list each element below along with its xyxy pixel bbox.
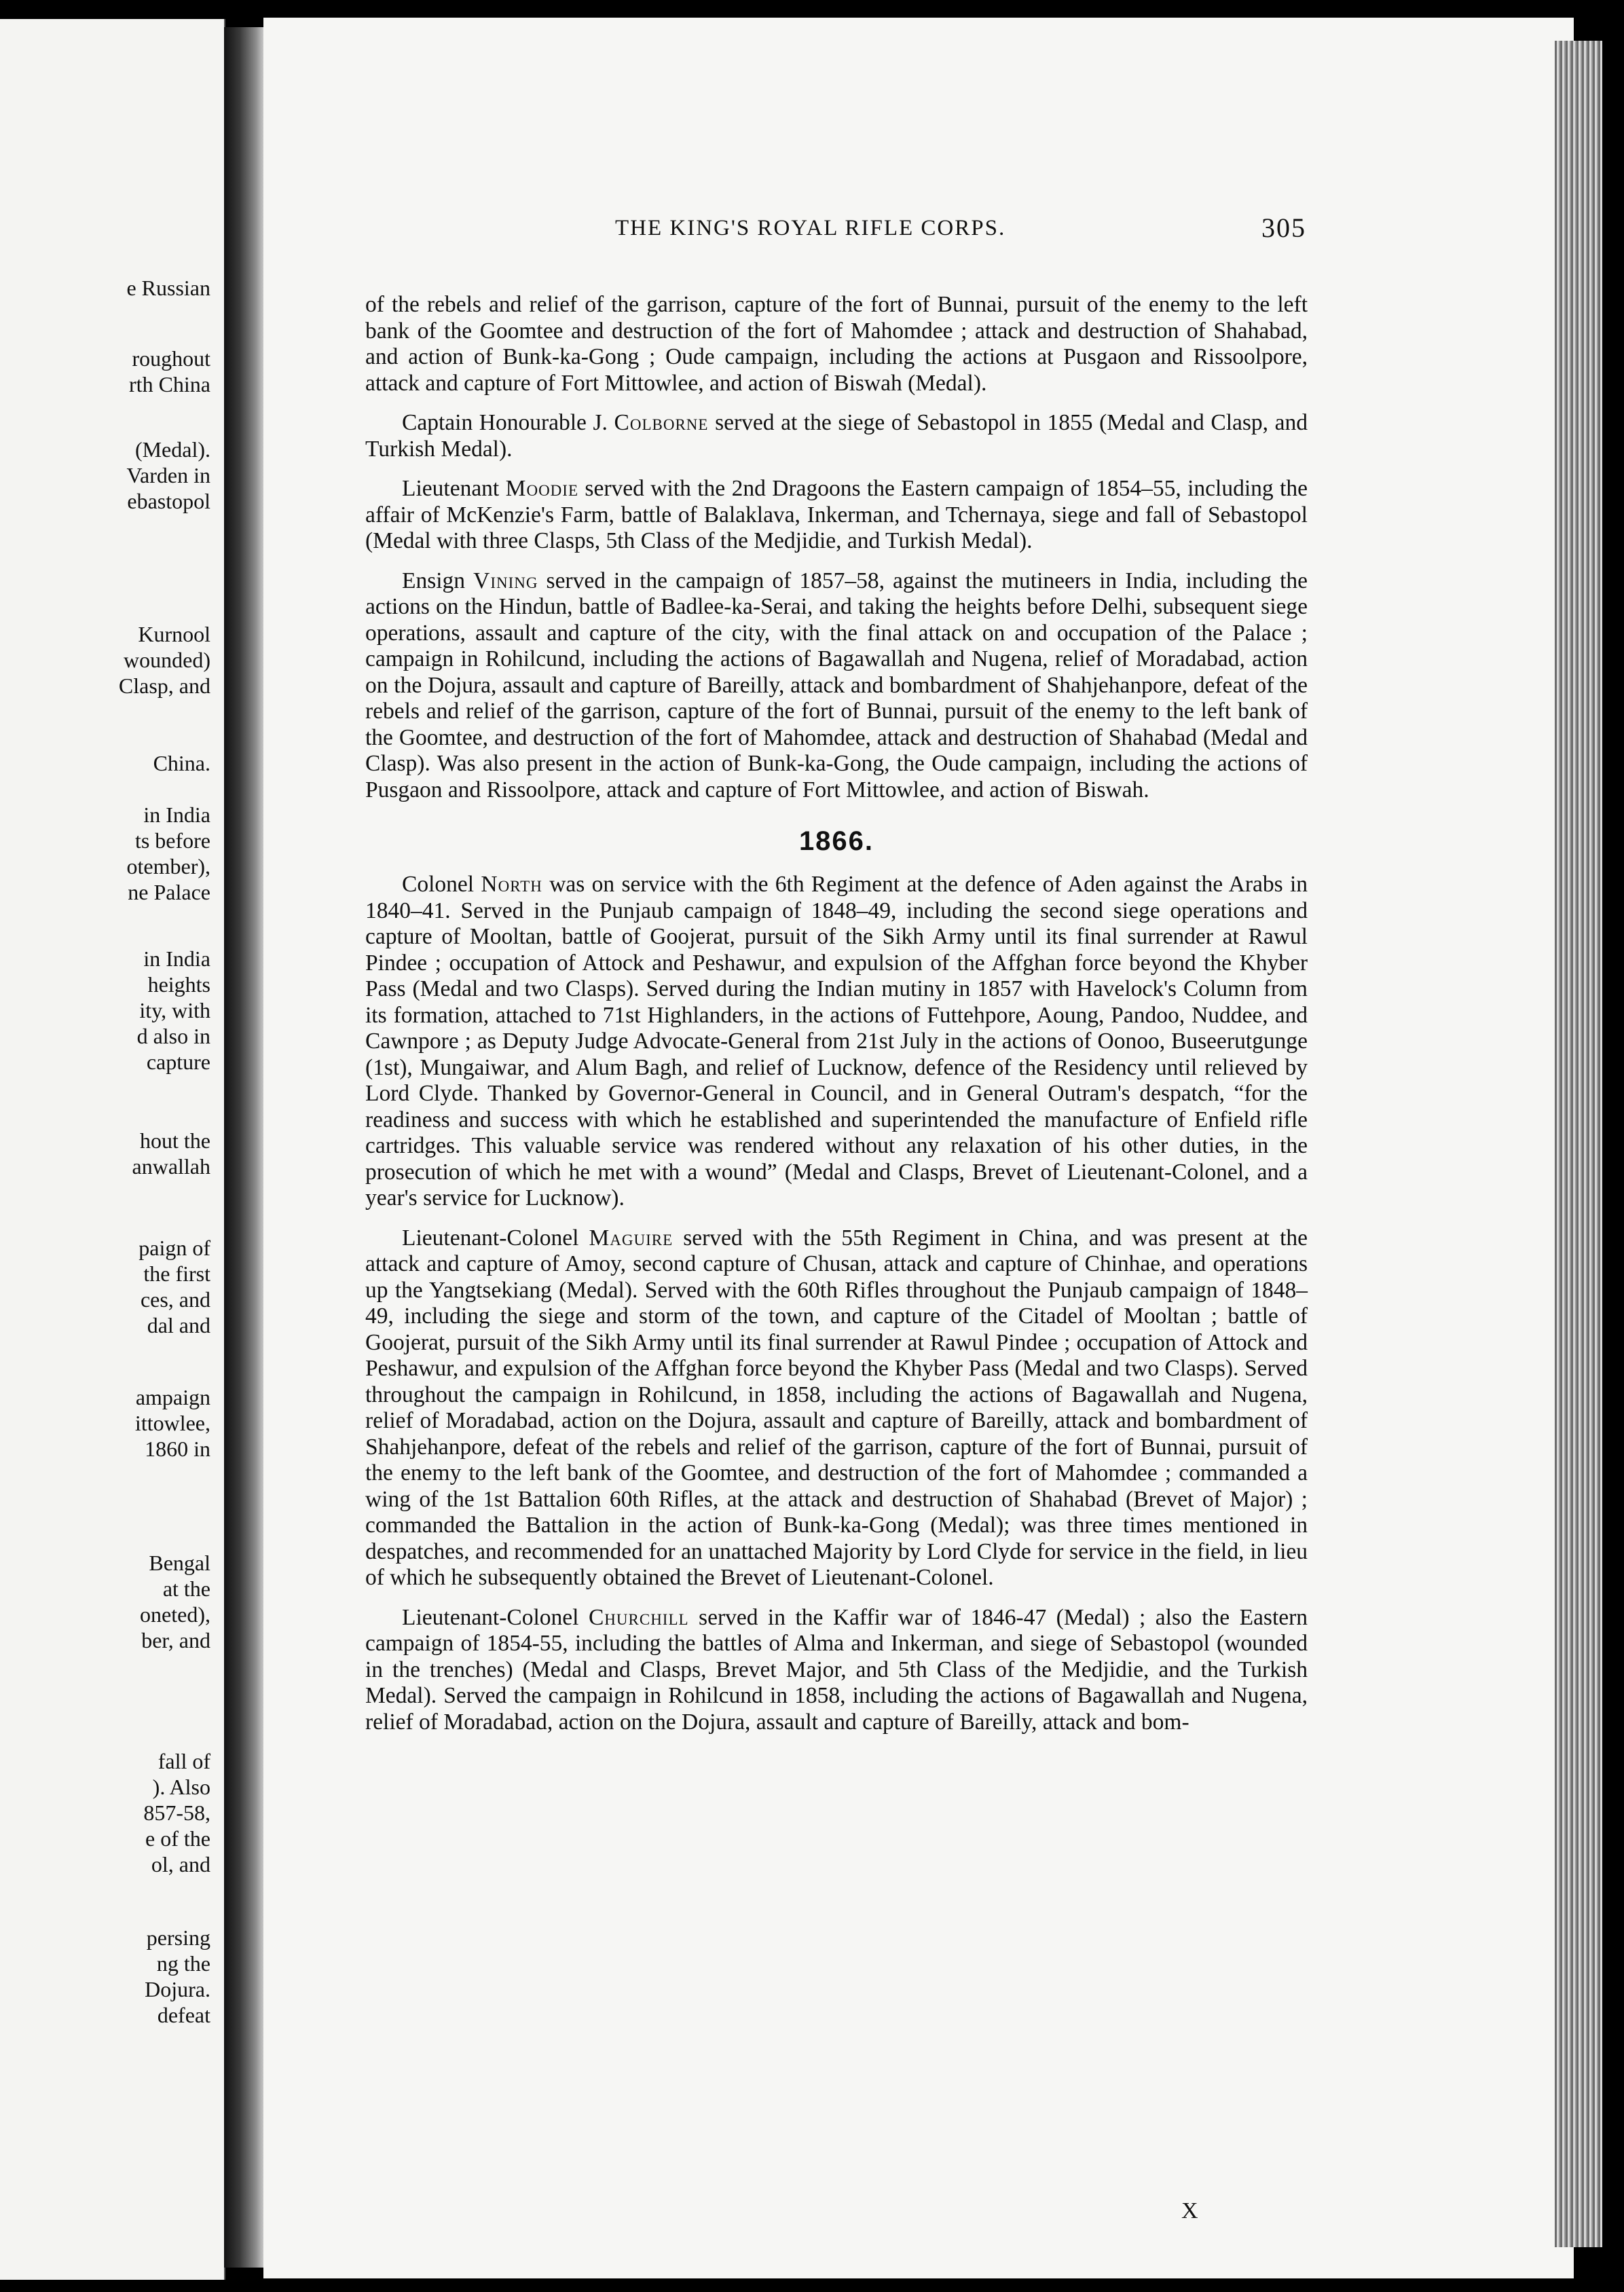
- left-fragment-line: oneted),: [140, 1602, 210, 1627]
- officer-name: North: [481, 872, 542, 897]
- paragraph-moodie: [365, 476, 1308, 555]
- paragraph-churchill: [365, 1605, 1308, 1736]
- running-head-title: THE KING'S ROYAL RIFLE CORPS.: [615, 216, 1006, 240]
- left-fragment-line: Varden in: [126, 463, 210, 487]
- left-fragment-line: the first: [143, 1261, 210, 1286]
- left-fragment-line: 1860 in: [145, 1437, 210, 1461]
- left-fragment-line: e of the: [145, 1826, 210, 1851]
- left-fragment-line: defeat: [157, 2003, 210, 2027]
- paragraph-text: of the rebels and relief of the garrison, capture of the fort of Bunnai, pursuit of the enemy to the left bank of the Goomtee and destruction of the fort of Mahomdee ; attack and destruction of Shahabad, and action of Bunk-ka-Gong ; Oude campaign, including the actions at Pusgaon and Rissoolpore, attack and capture of Fort Mittowlee, and action of Biswah (Medal).: [365, 292, 1308, 396]
- left-fragment-line: heights: [147, 972, 210, 997]
- paragraph-continued: [365, 292, 1308, 396]
- officer-rank: Colonel: [402, 872, 475, 897]
- left-fragment-line: Kurnool: [138, 622, 210, 646]
- page-number: 305: [1261, 212, 1306, 243]
- left-fragment-line: ces, and: [140, 1287, 210, 1312]
- left-fragment-line: persing: [146, 1925, 210, 1950]
- left-fragment-line: 857-58,: [143, 1800, 210, 1825]
- paragraph-text: served in the campaign of 1857–58, against the mutineers in India, including the actions on the Hindun, battle of Badlee-ka-Serai, and taking the heights before Delhi, subsequent siege operations, assault and capture of the city, with the final attack on and occupation of the Palace ; campaign in Rohilcund, including the actions of Bagawallah and Nugena, relief of Moradabad, action on the Dojura, assault and capture of Bareilly, attack and bombardment of Shahjehanpore, defeat of the rebels and relief of the garrison, capture of the fort of Bunnai, pursuit of the enemy to the left bank of the Goomtee, and destruction of the fort of Mahomdee, attack and destruction of Shahabad (Medal and Clasp). Was also present in the action of Bunk-ka-Gong, the Oude campaign, including the actions of Pusgaon and Rissoolpore, attack and capture of Fort Mittowlee, and action of Biswah.: [365, 568, 1308, 802]
- left-fragment-line: rth China: [129, 372, 210, 396]
- left-fragment-line: ol, and: [151, 1852, 210, 1877]
- page-edges: [1555, 41, 1602, 2247]
- left-fragment-line: at the: [162, 1576, 210, 1601]
- left-fragment-line: ebastopol: [127, 489, 210, 513]
- left-fragment-line: ng the: [156, 1951, 210, 1976]
- officer-name: Vining: [473, 568, 538, 593]
- paragraph-text: served at the siege of Sebastopol in 1855 (Medal and Clasp, and Turkish Medal).: [365, 410, 1308, 462]
- left-fragment-line: ber, and: [141, 1628, 210, 1652]
- left-fragment-line: ne Palace: [128, 880, 210, 904]
- left-fragment-line: in India: [143, 946, 210, 971]
- left-fragment-line: ampaign: [135, 1385, 210, 1409]
- left-fragment-line: dal and: [147, 1313, 210, 1337]
- officer-name: Moodie: [505, 476, 578, 501]
- officer-rank: Lieutenant-Colonel: [402, 1604, 579, 1630]
- paragraph-text: was on service with the 6th Regiment at the defence of Aden against the Arabs in 1840–41. Served in the Punjaub campaign of 1848–49, including the second siege operations and capture of Mooltan, battle of Goojerat, pursuit of the Sikh Army until its final surrender at Rawul Pindee ; occupation of Attock and Peshawur, and expulsion of the Affghan force beyond the Khyber Pass (Medal and two Clasps). Served during the Indian mutiny in 1857 with Havelock's Column from its formation, attached to 71st Highlanders, in the actions of Futtehpore, Aoung, Pandoo, Nuddee, and Cawnpore ; as Deputy Judge Advocate-General from 21st July in the actions of Oonoo, Buseerutgunge (1st), Mungaiwar, and Alum Bagh, and relief of Lucknow, defence of the Residency until relieved by Lord Clyde. Thanked by Governor-General in Council, and in General Outram's despatch, “for the readiness and success with which he established and superintended the manufacture of Enfield rifle cartridges. This valuable service was rendered without any relaxation of his other duties, in the prosecution of which he met with a wound” (Medal and Clasps, Brevet of Lieutenant-Colonel, and a year's service for Lucknow).: [365, 872, 1308, 1210]
- main-text: [365, 292, 1308, 1749]
- left-fragment-line: anwallah: [132, 1154, 210, 1179]
- officer-name: Colborne: [614, 410, 709, 435]
- paragraph-colborne: [365, 410, 1308, 462]
- left-fragment-line: d also in: [136, 1024, 210, 1048]
- left-fragment-line: in India: [143, 802, 210, 827]
- left-fragment-line: Dojura.: [145, 1977, 210, 2001]
- left-fragment-line: China.: [153, 751, 210, 775]
- paragraph-text: served with the 2nd Dragoons the Eastern campaign of 1854–55, including the affair of McKenzie's Farm, battle of Balaklava, Inkerman, and Tchernaya, siege and fall of Sebastopol (Medal with three Clasps, 5th Class of the Medjidie, and Turkish Medal).: [365, 476, 1308, 553]
- officer-name: Maguire: [589, 1225, 673, 1251]
- left-fragment-line: Bengal: [149, 1551, 210, 1575]
- left-fragment-line: wounded): [124, 648, 210, 672]
- officer-rank: Ensign: [402, 568, 466, 593]
- left-fragment-line: e Russian: [126, 276, 210, 300]
- signature-mark: X: [1181, 2198, 1198, 2223]
- book-gutter: [224, 27, 263, 2268]
- left-fragment-line: (Medal).: [134, 437, 210, 462]
- officer-rank: Lieutenant-Colonel: [402, 1225, 579, 1251]
- paragraph-maguire: [365, 1225, 1308, 1591]
- paragraph-text: served with the 55th Regiment in China, and was present at the attack and capture of Amoy, second capture of Chusan, attack and capture of Chinhae, and operations up the Yangtsekiang (Medal). Served with the 60th Rifles throughout the Punjaub campaign of 1848–49, including the siege and storm of the town, and capture of the Citadel of Mooltan ; battle of Goojerat, pursuit of the Sikh Army until its final surrender at Rawul Pindee ; occupation of Attock and Peshawur, and expulsion of the Affghan force beyond the Khyber Pass (Medal and two Clasps). Served throughout the campaign in Rohilcund, in 1858, including the actions of Bagawallah and Nugena, relief of Moradabad, action on the Dojura, assault and capture of Bareilly, attack and bombardment of Shahjehanpore, defeat of the rebels and relief of the garrison, capture of the fort of Bunnai, pursuit of the enemy to the left bank of the Goomtee, and destruction of the fort of Mahomdee ; commanded a wing of the 1st Battalion 60th Rifles, at the attack and destruction of Shahabad (Brevet of Major) ; commanded the Battalion in the action of Bunk-ka-Gong (Medal); was three times mentioned in despatches, and recommended for an unattached Majority by Lord Clyde for service in the field, in lieu of which he subsequently obtained the Brevet of Lieutenant-Colonel.: [365, 1225, 1308, 1590]
- left-fragment-line: paign of: [139, 1236, 210, 1260]
- left-fragment-line: roughout: [132, 346, 210, 371]
- left-fragment-line: fall of: [158, 1749, 210, 1773]
- paragraph-north: [365, 872, 1308, 1212]
- left-fragment-line: ity, with: [139, 998, 210, 1022]
- left-fragment-line: hout the: [140, 1128, 210, 1153]
- left-fragment-line: otember),: [126, 854, 210, 879]
- left-fragment-line: capture: [146, 1050, 210, 1074]
- year-heading: 1866.: [798, 826, 874, 856]
- left-fragment-line: ). Also: [152, 1775, 210, 1799]
- officer-name: Churchill: [588, 1604, 689, 1630]
- left-fragment-line: ts before: [134, 828, 210, 853]
- paragraph-vining: [365, 568, 1308, 804]
- officer-rank: Lieutenant: [402, 476, 500, 501]
- left-fragment-line: Clasp, and: [118, 673, 210, 698]
- left-fragment-line: ittowlee,: [134, 1411, 210, 1435]
- left-page-fragment: [0, 19, 225, 2280]
- officer-rank: Captain Honourable J.: [402, 410, 608, 435]
- paragraph-text: served in the Kaffir war of 1846-47 (Medal) ; also the Eastern campaign of 1854-55, including the battles of Alma and Inkerman, and siege of Sebastopol (wounded in the trenches) (Medal and Clasps, Brevet Major, and 5th Class of the Medjidie, and the Turkish Medal). Served the campaign in Rohilcund in 1858, including the actions of Bagawallah and Nugena, relief of Moradabad, action on the Dojura, assault and capture of Bareilly, attack and bom-: [365, 1604, 1308, 1735]
